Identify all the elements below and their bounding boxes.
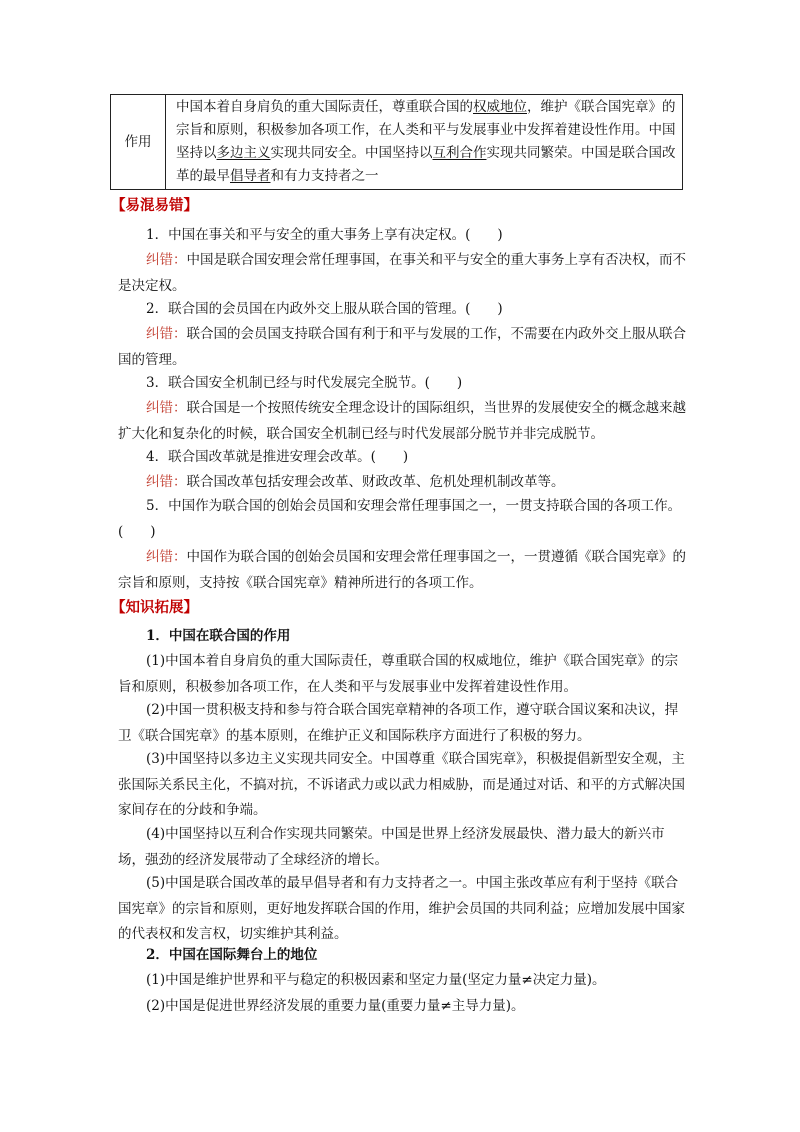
fix-text: 联合国是一个按照传统安全理念设计的国际组织，当世界的发展使安全的概念越来越扩大化和复杂化的时候，联合国安全机制已经与时代发展部分脱节并非完成脱节。 [118, 400, 686, 442]
fix-text: 联合国的会员国支持联合国有利于和平与发展的工作，不需要在内政外交上服从联合国的管理。 [118, 326, 686, 368]
fix-label: 纠错： [146, 400, 187, 416]
error-fix-2 [118, 322, 689, 373]
error-question-1: 1．中国在事关和平与安全的重大事务上享有决定权。( ) [146, 227, 503, 243]
table-head-cell: 作用 [111, 95, 166, 190]
fix-text: 中国作为联合国的创始会员国和安理会常任理事国之一，一贯遵循《联合国宪章》的宗旨和原则，支持按《联合国宪章》精神所进行的各项工作。 [118, 549, 686, 591]
error-question-5: 5．中国作为联合国的创始会员国和安理会常任理事国之一，一贯支持联合国的各项工作。( ) [118, 498, 682, 540]
fix-label: 纠错： [146, 252, 187, 268]
knowledge-paragraph-4: (4)中国坚持以互利合作实现共同繁荣。中国是世界上经济发展最快、潜力最大的新兴市场，强劲的经济发展带动了全球经济的增长。 [118, 826, 665, 868]
underlined-term: 权威地位 [473, 99, 527, 115]
fix-text: 中国是联合国安理会常任理事国，在事关和平与安全的重大事务上享有否决权，而不是决定权。 [118, 252, 686, 294]
table-row [111, 95, 683, 190]
table-text: 和有力支持者之一 [270, 168, 379, 184]
error-question-3: 3．联合国安全机制已经与时代发展完全脱节。( ) [146, 375, 463, 391]
fix-text: 联合国改革包括安理会改革、财政改革、危机处理机制改革等。 [186, 474, 565, 490]
position-point-2: (2)中国是促进世界经济发展的重要力量(重要力量≠主导力量)。 [146, 998, 525, 1014]
table-text: 实现共同安全。中国坚持以 [270, 145, 433, 161]
underlined-term: 倡导者 [230, 168, 271, 184]
underlined-term: 互利合作 [432, 145, 487, 161]
error-fix-1 [118, 248, 689, 299]
position-point-1: (1)中国是维护世界和平与稳定的积极因素和坚定力量(坚定力量≠决定力量)。 [146, 972, 606, 988]
error-question-2: 2．联合国的会员国在内政外交上服从联合国的管理。( ) [146, 301, 503, 317]
error-fix-4 [118, 470, 689, 496]
table-text: ，维护《联合国宪章》的宗旨和原则，积极参加各项工作，在人类和平与发展事业中发挥着建设性作用。中国坚持以 [176, 99, 676, 161]
knowledge-paragraph-3: (3)中国坚持以多边主义实现共同安全。中国尊重《联合国宪章》，积极提倡新型安全观，主张国际关系民主化，不搞对抗，不诉诸武力或以武力相威胁，而是通过对话、和平的方式解决国家间存在的分歧和争端。 [118, 751, 685, 818]
underlined-term: 多边主义 [216, 145, 271, 161]
knowledge-heading-2: 2．中国在国际舞台上的地位 [146, 947, 318, 963]
knowledge-section-title: 【知识拓展】 [111, 599, 198, 616]
fix-label: 纠错： [146, 549, 187, 565]
error-question-4: 4．联合国改革就是推进安理会改革。( ) [146, 449, 409, 465]
error-fix-3 [118, 396, 689, 447]
knowledge-heading-1: 1．中国在联合国的作用 [146, 628, 291, 644]
fix-label: 纠错： [146, 326, 187, 342]
knowledge-paragraph-2: (2)中国一贯积极支持和参与符合联合国宪章精神的各项工作，遵守联合国议案和决议，捍卫《联合国宪章》的基本原则，在维护正义和国际秩序方面进行了积极的努力。 [118, 702, 679, 744]
table-text: 实现共同繁荣。中国是联合国改革的最早 [176, 145, 676, 184]
table-text: 中国本着自身肩负的重大国际责任，尊重联合国的 [176, 99, 473, 115]
knowledge-paragraph-1: (1)中国本着自身肩负的重大国际责任，尊重联合国的权威地位，维护《联合国宪章》的宗旨和原则，积极参加各项工作，在人类和平与发展事业中发挥着建设性作用。 [118, 653, 679, 695]
fix-label: 纠错： [146, 474, 187, 490]
table-body-cell [166, 95, 683, 190]
errors-section-title: 【易混易错】 [111, 197, 198, 214]
error-fix-5 [118, 545, 689, 596]
knowledge-paragraph-5: (5)中国是联合国改革的最早倡导者和有力支持者之一。中国主张改革应有利于坚持《联合国宪章》的宗旨和原则，更好地发挥联合国的作用，维护会员国的共同利益；应增加发展中国家的代表权和发言权，切实维护其利益。 [118, 875, 685, 942]
role-table [110, 94, 683, 190]
